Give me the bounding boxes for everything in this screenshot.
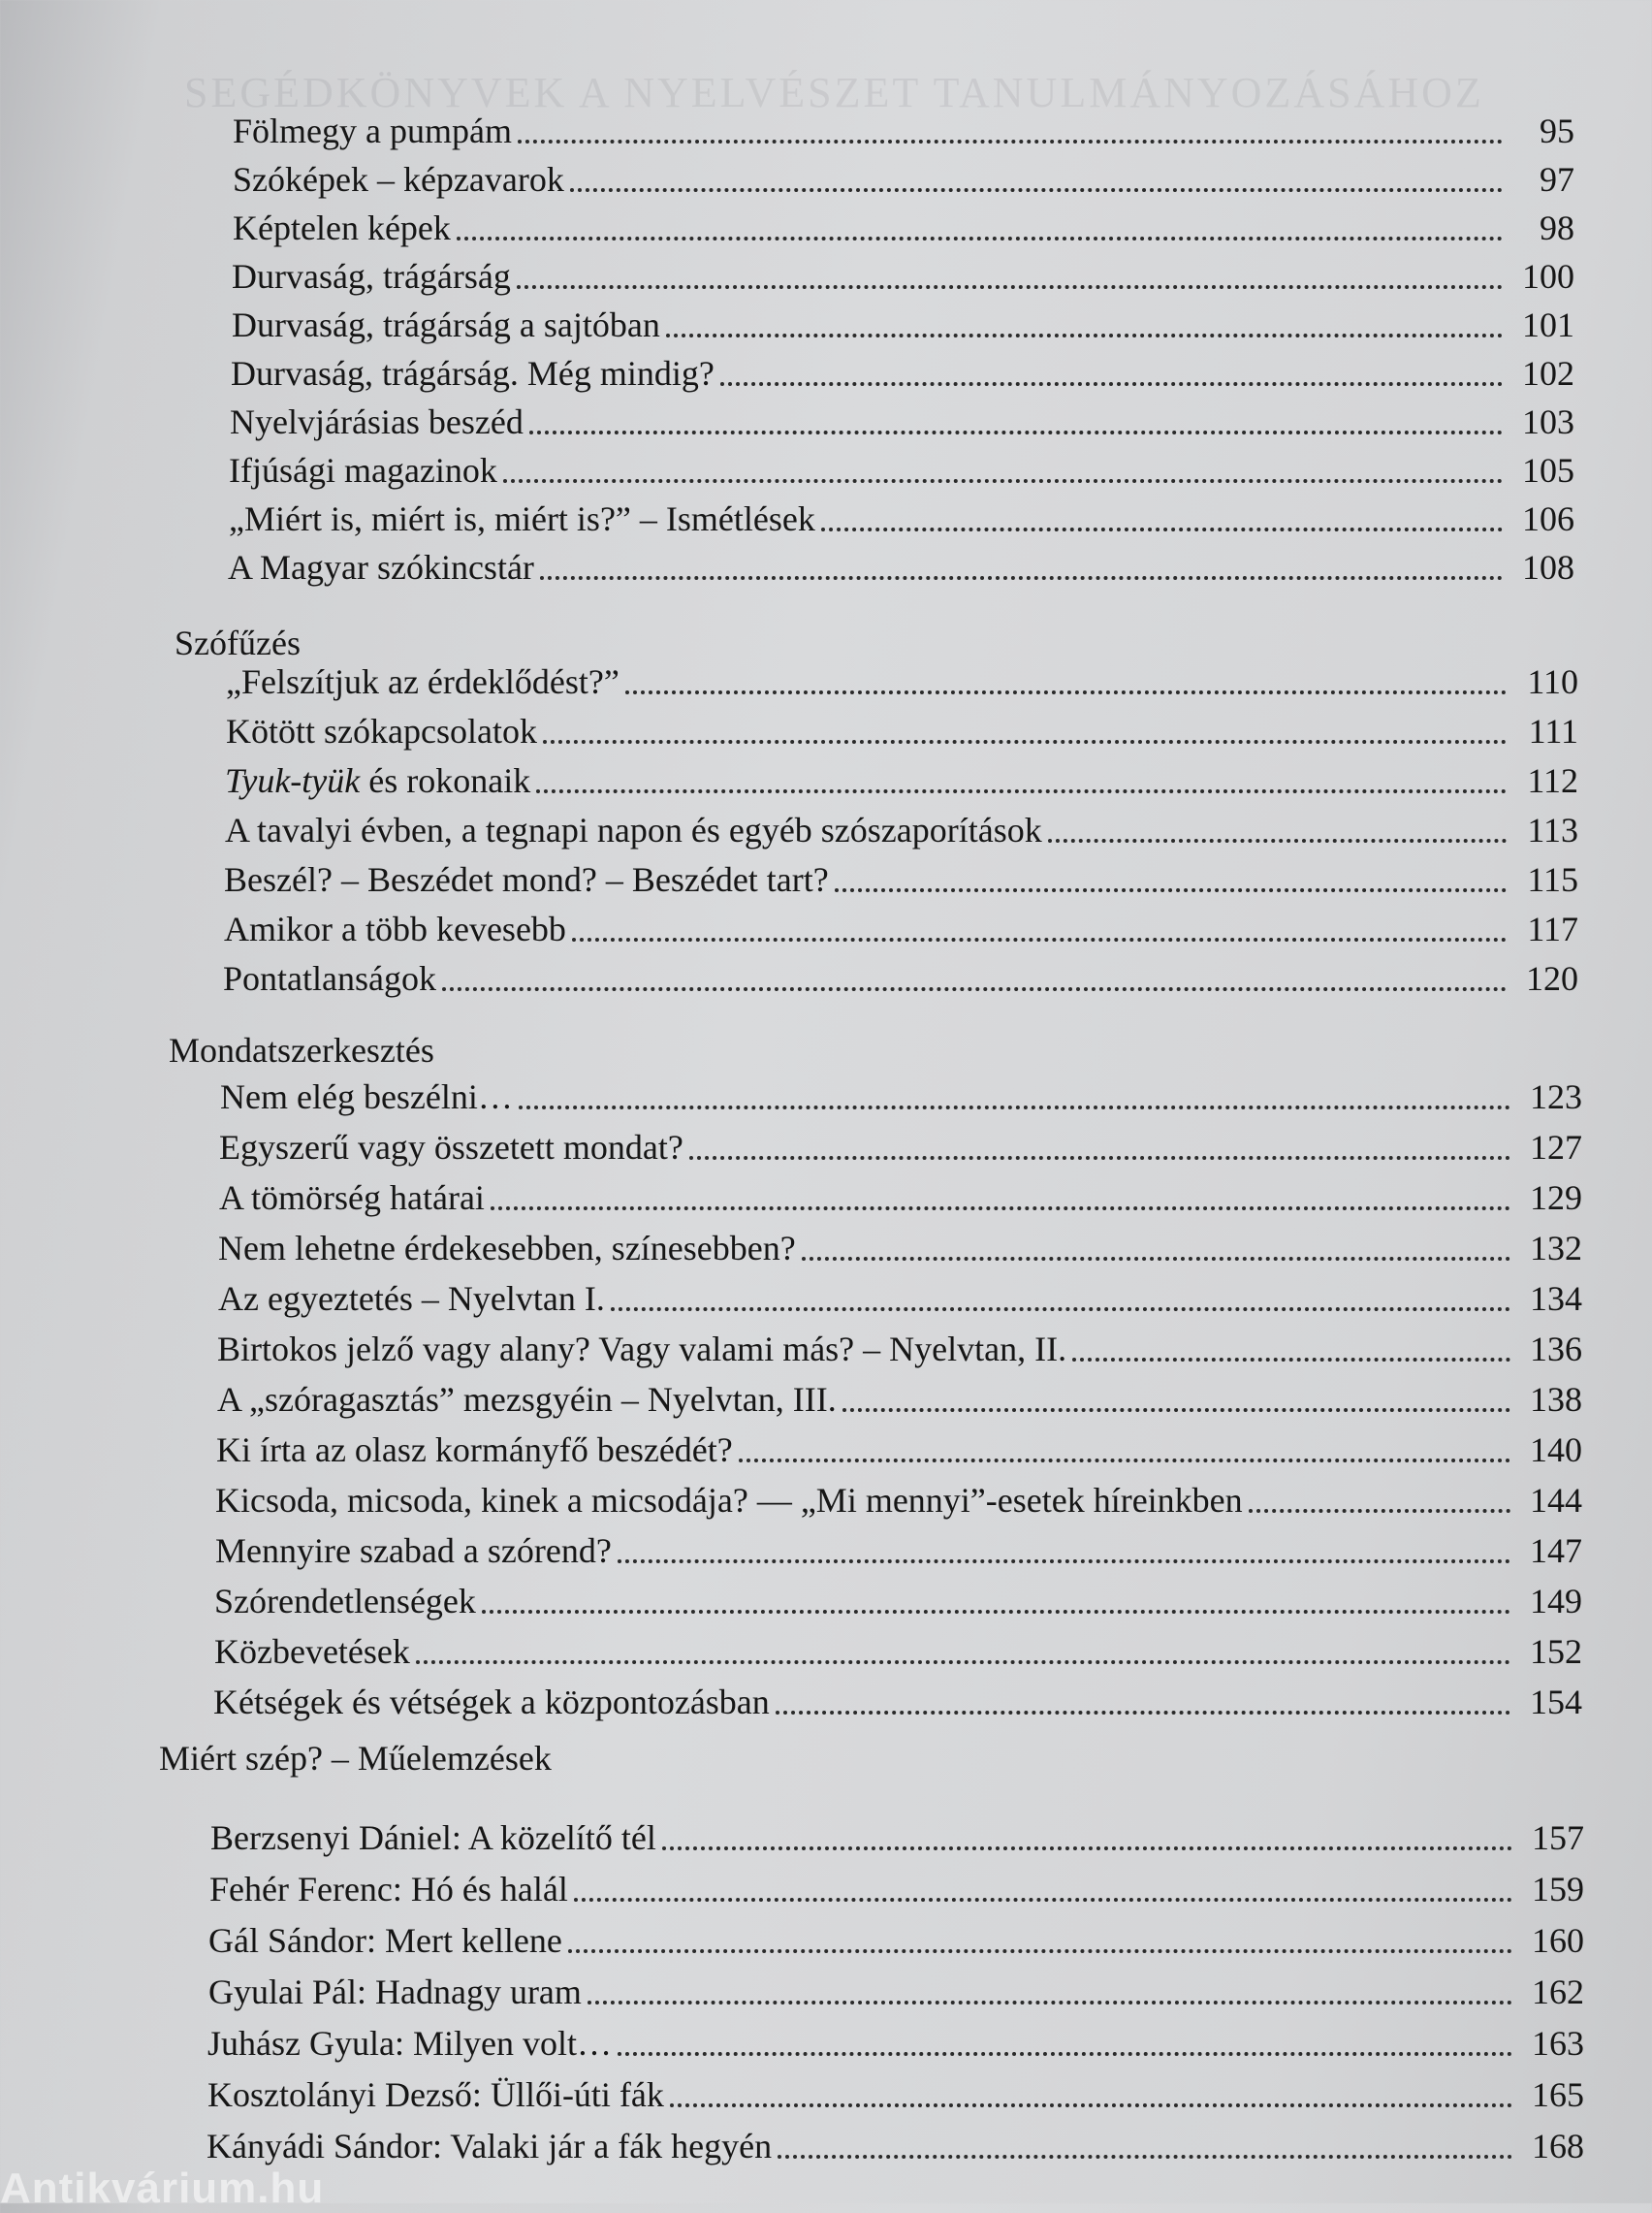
toc-entry-page: 98 [1540, 208, 1574, 247]
dot-leader [503, 479, 1503, 483]
dot-leader [491, 1206, 1510, 1210]
dot-leader [568, 1949, 1512, 1953]
toc-entry-title: Ki írta az olasz kormányfő beszédét? [216, 1430, 733, 1469]
toc-entry-page: 110 [1527, 662, 1578, 701]
dot-leader [1249, 1509, 1510, 1513]
toc-entry-title: A tavalyi évben, a tegnapi napon és egyéb szószaporítások [225, 811, 1042, 850]
toc-entry [213, 1680, 1582, 1724]
toc-entry-title: Juhász Gyula: Milyen volt… [207, 2024, 612, 2063]
toc-entry-title: „Felszítjuk az érdeklődést?” [226, 662, 620, 701]
toc-entry-title: A „szóragasztás” mezsgyéin – Nyelvtan, III. [217, 1380, 837, 1419]
dot-leader [574, 1898, 1512, 1902]
dot-leader [739, 1459, 1510, 1462]
dot-leader [570, 188, 1503, 192]
toc-entry [207, 2072, 1584, 2117]
toc-entry-title: Ifjúsági magazinok [229, 451, 497, 490]
toc-entry-title: Mennyire szabad a szórend? [215, 1531, 612, 1570]
toc-entry [216, 1427, 1582, 1472]
toc-entry-page: 163 [1532, 2024, 1584, 2063]
dot-leader [543, 740, 1507, 744]
toc-entry-title: Fehér Ferenc: Hó és halál [209, 1870, 568, 1908]
dot-leader [416, 1660, 1510, 1664]
toc-entry [206, 2124, 1584, 2168]
dot-leader [778, 2155, 1512, 2159]
toc-entry-page: 149 [1530, 1582, 1582, 1620]
toc-entry [225, 808, 1578, 852]
dot-leader [625, 690, 1507, 694]
toc-entry-title: Fölmegy a pumpám [233, 112, 512, 150]
toc-entry-page: 144 [1530, 1481, 1582, 1520]
toc-entry [218, 1276, 1582, 1321]
toc-entry-page: 127 [1530, 1128, 1582, 1167]
toc-entry-page: 162 [1532, 1972, 1584, 2011]
toc-entry-page: 123 [1530, 1077, 1582, 1116]
toc-entry-title: Szóképek – képzavarok [233, 160, 564, 199]
toc-entry-title: Az egyeztetés – Nyelvtan I. [218, 1279, 605, 1318]
toc-entry [219, 1175, 1582, 1220]
toc-entry-page: 136 [1530, 1330, 1582, 1368]
toc-entry [226, 659, 1578, 704]
toc-entry-title: Egyszerű vagy összetett mondat? [219, 1128, 683, 1167]
toc-entry-page: 138 [1530, 1380, 1582, 1419]
toc-entry [232, 254, 1574, 299]
dot-leader [689, 1156, 1510, 1160]
dot-leader [662, 1846, 1512, 1850]
dot-leader [1048, 839, 1507, 843]
toc-entry-page: 154 [1530, 1683, 1582, 1721]
toc-entry-title: A tömörség határai [219, 1178, 485, 1217]
dot-leader [835, 888, 1507, 892]
dot-leader [821, 528, 1503, 531]
toc-entry-title: Szórendetlenségek [214, 1582, 476, 1620]
toc-entry [231, 351, 1574, 396]
toc-entry-title: „Miért is, miért is, miért is?” – Ismétlések [229, 499, 815, 538]
toc-entry-page: 120 [1526, 959, 1578, 998]
section-heading: Miért szép? – Műelemzések [159, 1739, 552, 1778]
toc-entry-title: Kicsoda, micsoda, kinek a micsodája? — „Mi mennyi”-esetek híreinkben [215, 1481, 1243, 1520]
toc-entry-title: Kötött szókapcsolatok [226, 712, 537, 751]
dot-leader [588, 2001, 1512, 2005]
toc-entry [219, 1125, 1582, 1170]
toc-entry-page: 140 [1530, 1430, 1582, 1469]
toc-entry-title: Gál Sándor: Mert kellene [208, 1921, 562, 1960]
toc-entry-page: 147 [1530, 1531, 1582, 1570]
toc-entry-page: 117 [1527, 910, 1578, 948]
toc-entry-page: 152 [1530, 1632, 1582, 1671]
toc-entry [224, 907, 1578, 951]
toc-entry [232, 303, 1574, 347]
toc-entry-page: 113 [1527, 811, 1578, 850]
toc-entry [208, 1970, 1584, 2014]
section-heading: Szófűzés [175, 624, 301, 662]
toc-entry-page: 157 [1532, 1818, 1584, 1857]
toc-entry [228, 545, 1574, 590]
toc-entry-title: Nem lehetne érdekesebben, színesebben? [218, 1229, 796, 1267]
toc-entry-title-rest: és rokonaik [360, 761, 531, 800]
toc-entry [229, 448, 1574, 493]
dot-leader [802, 1257, 1510, 1261]
dot-leader [517, 285, 1503, 289]
toc-entry [226, 709, 1578, 754]
toc-entry-title-italic: Tyuk-tyük [225, 761, 361, 800]
toc-entry [217, 1327, 1582, 1371]
dot-leader [442, 987, 1507, 991]
dot-leader [518, 140, 1503, 144]
toc-entry [225, 758, 1578, 803]
dot-leader [540, 576, 1503, 580]
toc-entry [210, 1815, 1584, 1860]
toc-entry-title: Beszél? – Beszédet mond? – Beszédet tart? [224, 860, 829, 899]
toc-entry [218, 1226, 1582, 1270]
toc-entry [233, 109, 1574, 153]
toc-entry-page: 102 [1522, 354, 1574, 393]
toc-entry [214, 1629, 1582, 1674]
toc-entry-title: Gyulai Pál: Hadnagy uram [208, 1972, 582, 2011]
dot-leader [618, 1559, 1510, 1563]
toc-entry-page: 105 [1522, 451, 1574, 490]
section-heading: Mondatszerkesztés [169, 1031, 434, 1070]
toc-entry-page: 160 [1532, 1921, 1584, 1960]
toc-entry [220, 1074, 1582, 1119]
toc-entry-title: A Magyar szókincstár [228, 548, 534, 587]
toc-entry-title: Durvaság, trágárság a sajtóban [232, 305, 660, 344]
dot-leader [670, 2103, 1512, 2107]
toc-entry-page: 100 [1522, 257, 1574, 296]
dot-leader [536, 789, 1507, 793]
toc-entry [230, 400, 1574, 444]
toc-entry-title: Birtokos jelző vagy alany? Vagy valami más? – Nyelvtan, II. [217, 1330, 1067, 1368]
dot-leader [720, 382, 1503, 386]
toc-entry-page: 95 [1540, 112, 1574, 150]
toc-entry-page: 111 [1528, 712, 1578, 751]
toc-entry-title: Nem elég beszélni… [220, 1077, 513, 1116]
toc-entry [209, 1867, 1584, 1911]
toc-entry-page: 108 [1522, 548, 1574, 587]
toc-entry-title: Kosztolányi Dezső: Üllői-úti fák [207, 2075, 664, 2114]
toc-entry-page: 168 [1532, 2127, 1584, 2165]
toc-entry-title: Amikor a több kevesebb [224, 910, 566, 948]
dot-leader [611, 1307, 1510, 1311]
toc-entry-title: Kányádi Sándor: Valaki jár a fák hegyén [206, 2127, 773, 2165]
toc-entry-title: Durvaság, trágárság [232, 257, 511, 296]
watermark: Antikvárium.hu [0, 2165, 325, 2212]
toc-entry-page: 101 [1522, 305, 1574, 344]
toc-entry [223, 956, 1578, 1001]
toc-entry [217, 1377, 1582, 1422]
toc-entry-title: Képtelen képek [233, 208, 451, 247]
toc-entry-page: 112 [1527, 761, 1578, 800]
bleed-through-header: SEGÉDKÖNYVEK A NYELVÉSZET TANULMÁNYOZÁSÁHOZ [184, 69, 1484, 116]
toc-entry [215, 1528, 1582, 1573]
toc-entry-page: 132 [1530, 1229, 1582, 1267]
toc-entry-page: 97 [1540, 160, 1574, 199]
toc-entry-page: 129 [1530, 1178, 1582, 1217]
toc-entry-title [225, 758, 536, 803]
toc-entry [229, 497, 1574, 541]
toc-entry [233, 206, 1574, 250]
dot-leader [666, 334, 1503, 337]
toc-entry [208, 1918, 1584, 1963]
toc-entry-title: Pontatlanságok [223, 959, 436, 998]
toc-entry-title: Közbevetések [214, 1632, 410, 1671]
dot-leader [842, 1408, 1510, 1412]
toc-entry [207, 2021, 1584, 2066]
toc-entry-title: Berzsenyi Dániel: A közelítő tél [210, 1818, 656, 1857]
toc-entry-page: 159 [1532, 1870, 1584, 1908]
toc-entry-title: Kétségek és vétségek a központozásban [213, 1683, 770, 1721]
toc-entry-title: Durvaság, trágárság. Még mindig? [231, 354, 715, 393]
dot-leader [776, 1711, 1510, 1715]
toc-entry [224, 857, 1578, 902]
toc-entry-page: 103 [1522, 402, 1574, 441]
toc-entry [214, 1579, 1582, 1623]
toc-entry [233, 157, 1574, 202]
toc-entry-page: 165 [1532, 2075, 1584, 2114]
dot-leader [519, 1106, 1510, 1109]
toc-entry-page: 134 [1530, 1279, 1582, 1318]
dot-leader [529, 431, 1503, 434]
toc-entry-title: Nyelvjárásias beszéd [230, 402, 524, 441]
dot-leader [482, 1610, 1510, 1614]
dot-leader [572, 938, 1507, 942]
dot-leader [457, 237, 1503, 241]
dot-leader [1072, 1358, 1510, 1362]
toc-entry [215, 1478, 1582, 1523]
toc-entry-page: 115 [1527, 860, 1578, 899]
dot-leader [618, 2052, 1512, 2056]
toc-entry-page: 106 [1522, 499, 1574, 538]
